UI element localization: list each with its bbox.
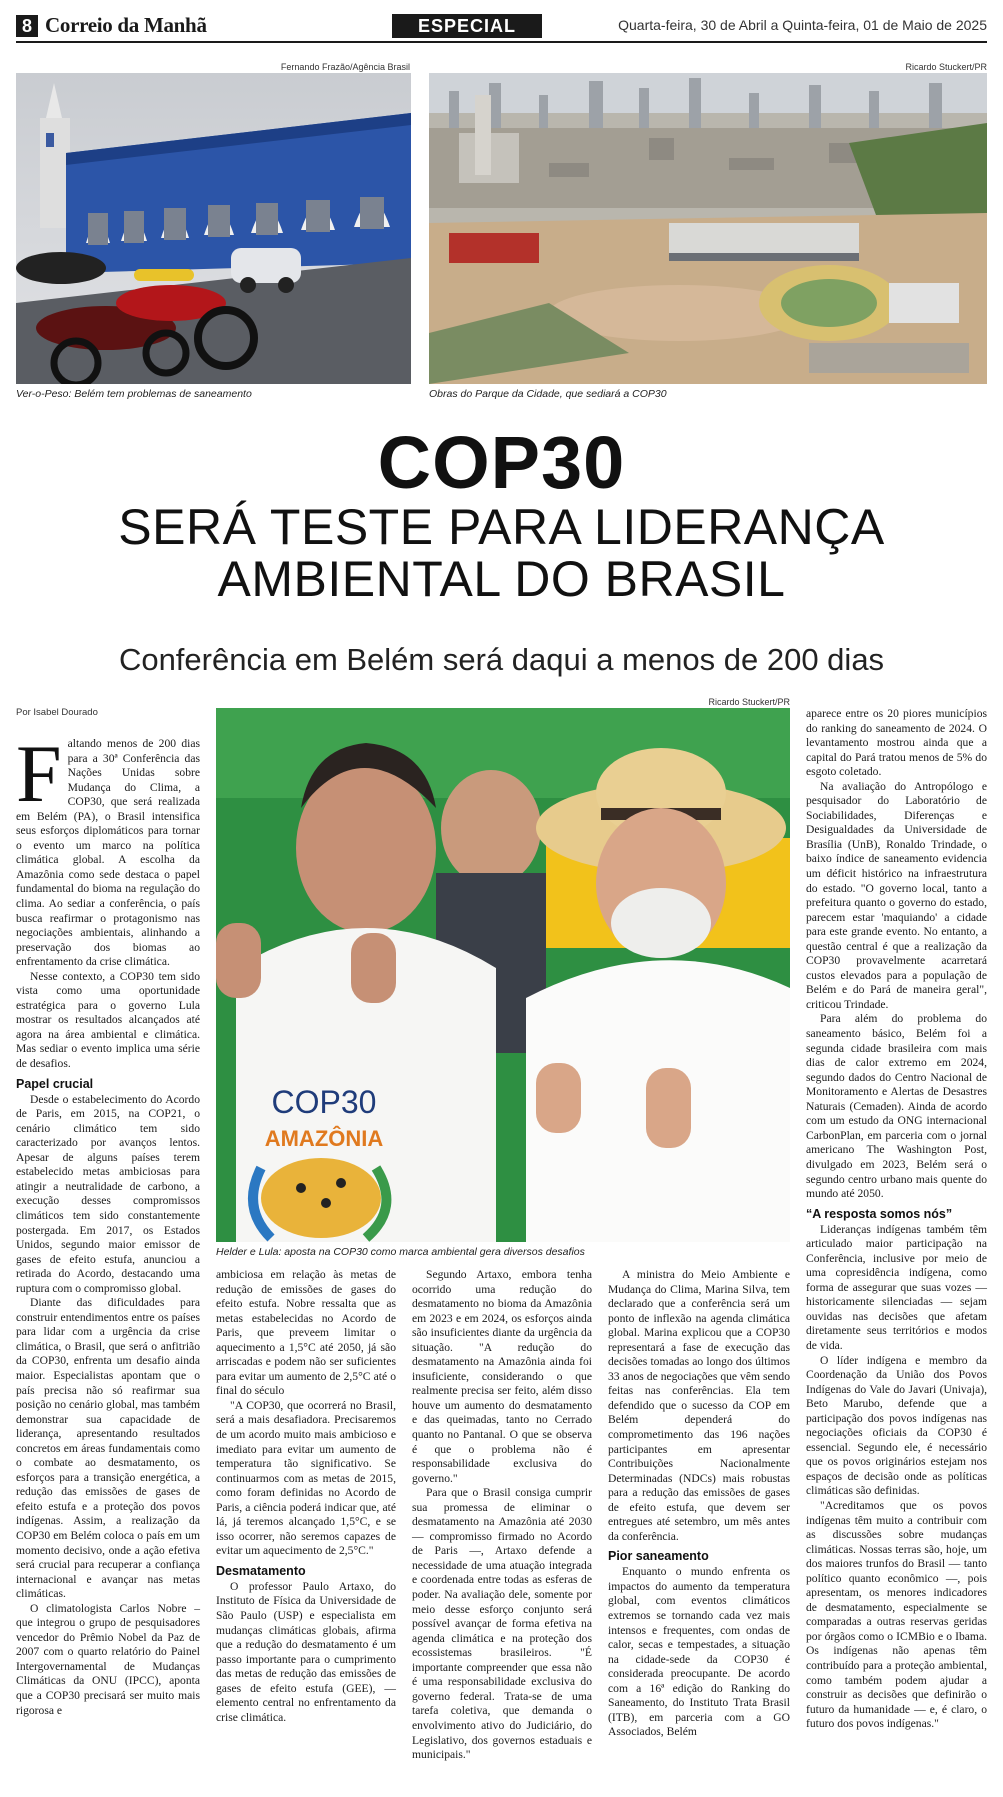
paragraph: Na avaliação do Antropólogo e pesquisador do Laboratório de Sociabilidades, Diferenças e Desigualdades da Universidade de Brasília (UnB), Ronaldo Trindade, o baixo índice de saneamento evidencia um déficit histórico na infraestrutura do estado. "O governo local, tanto a prefeitura quanto o governo do estado, parecem estar 'maquiando' a cidade para este grande evento. No entanto, a questão central é que a realização da COP30 provavelmente acarretará custos elevados para a população de Belém e do Pará de maneira geral", criticou Trindade. [806,779,987,1011]
headline-line-1: SERÁ TESTE PARA LIDERANÇA [118,499,885,555]
paragraph [16,728,200,970]
paragraph-text: altando menos de 200 dias para a 30ª Conferência das Nações Unidas sobre Mudança do Clima, a COP30, que será realizada em Belém (PA), o Brasil intensifica seus esforços diplomáticos para tornar o evento um marco na política climática global. A escolha da Amazônia como sede destaca o papel fundamental do bioma na regulação do clima. Ao sediar a conferência, o país busca reafirmar o protagonismo nas negociações ambientais, alinhando a preservação dos biomas ao enfrentamento da crise climática. [16,737,200,969]
paragraph: O professor Paulo Artaxo, do Instituto de Física da Universidade de São Paulo (USP) e especialista em mudanças climáticas globais, afirma que a redução do desmatamento é um passo importante para o cumprimento das metas de redução das emissões de gases de efeito estufa (GEE), — elemento central no enfrentamento da crise climática. [216,1579,396,1724]
subtitle: Conferência em Belém será daqui a menos de 200 dias [118,642,885,677]
paragraph: "A COP30, que ocorrerá no Brasil, será a mais desafiadora. Precisaremos de um acordo muito mais ambicioso e imediato para evitar um aumento de temperatura tão significativo. Se continuarmos com as metas de 2015, como foram definidas no Acordo de Paris, a ciência poderá indicar que, até lá, já teremos alcançado 1,5°C, e se isso ocorrer, não seremos capazes de evitar um aquecimento de 2,5°C." [216,1398,396,1558]
drop-cap: F [16,728,62,819]
paragraph: ambiciosa em relação às metas de redução de emissões de gases do efeito estufa. Nobre ressalta que as metas estabelecidas no Acordo de Paris, que preveem limitar o aquecimento a 1,5°C até 2050, já são arriscadas e podem não ser suficientes para evitar um aumento de 2,5°C até o final do século [216,1268,396,1398]
paragraph: Enquanto o mundo enfrenta os impactos do aumento da temperatura global, com eventos climáticos extremos se tornando cada vez mais intensos e frequentes, com ondas de calor, secas e tempestades, a situação na cidade-sede da COP30 é considerada preocupante. De acordo com a 16ª edição do Ranking do Saneamento, do Instituto Trata Brasil (ITB), em parceria com a GO Associados, Belém [608,1565,790,1739]
paragraph: aparece entre os 20 piores municípios do ranking do saneamento de 2024. O levantamento mostrou ainda que a capital do Pará tratou menos de 5% do esgoto coletado. [806,707,987,779]
headline-kicker: COP30 [377,421,626,504]
photo-ver-o-peso [16,73,411,384]
article-column-3 [412,1268,592,1763]
paragraph: Para que o Brasil consiga cumprir sua promessa de eliminar o desmatamento na Amazônia até 2030 — compromisso firmado no Acordo de Paris —, Artaxo defende a necessidade de uma atuação integrada e coordenada entre todas as esferas de poder. Na avaliação dele, somente por meio desse esforço conjunto será possível avançar de forma efetiva na agenda climática e na proteção dos ecossistemas brasileiros. "É importante compreender que essa não é uma responsabilidade exclusiva do governo federal. Trata-se de uma tarefa coletiva, que demanda o envolvimento ativo do Judiciário, do Legislativo, dos governos estaduais e municipais." [412,1486,592,1762]
subheading-papel-crucial: Papel crucial [16,1076,94,1091]
newspaper-name: Correio da Manhã [45,13,207,37]
shirt-text-cop30: COP30 [271,1084,377,1120]
paragraph: Nesse contexto, a COP30 tem sido vista como uma oportunidade estratégica para o governo Lula mostrar os resultados alcançados até agora na área ambiental e climática. Mas sediar o evento implica uma série de desafios. [16,969,200,1071]
photo-caption-main: Helder e Lula: aposta na COP30 como marca ambiental gera diversos desafios [216,1246,585,1258]
paragraph: Segundo Artaxo, embora tenha ocorrido uma redução do desmatamento no bioma da Amazônia em 2023 e em 2024, os esforços ainda são insuficientes diante da urgência da situação. "A redução do desmatamento na Amazônia ainda foi insuficiente, considerando o que realmente precisa ser feito, além disso houve um aumento do desmatamento e das queimadas, tanto no Cerrado quanto no Pantanal. O que se observa é que o problema não é responsabilidade exclusiva do governo." [412,1268,592,1485]
photo-credit-main: Ricardo Stuckert/PR [708,697,790,707]
subheading-pior-saneamento: Pior saneamento [608,1549,709,1564]
article-column-5 [806,707,987,1732]
paragraph: A ministra do Meio Ambiente e Mudança do Clima, Marina Silva, tem declarado que a conferência será um ponto de inflexão na agenda climática global. Marina explicou que a COP30 representará a fase de execução das decisões tomadas ao longo dos últimos 33 anos de negociações que vêm sendo feitas nas conferências. Ela tem defendido que o sucesso da COP em Belém dependerá do comprometimento das 196 nações participantes em apresentar Contribuições Nacionalmente Determinadas (NDCs) mais robustas para a redução das emissões de gases de efeito estufa, que devem ser entregues até setembro, um mês antes da conferência. [608,1268,790,1543]
paragraph: "Acreditamos que os povos indígenas têm muito a contribuir com as discussões sobre mudanças climáticas. Nossas terras são, hoje, um dos maiores trunfos do Brasil — tanto político quanto econômico —, pois apresentam, os menores indicadores de desmatamento, especialmente se comparadas a outras reservas geridas por órgãos como o ICMBio e o Ibama. Os indígenas não apenas têm contribuído para a proteção ambiental, como também podem ajudar a construir as decisões que definirão o futuro da humanidade — e, é claro, o futuro dos povos indígenas." [806,1498,987,1731]
photo-caption-left: Ver-o-Peso: Belém tem problemas de saneamento [16,388,252,400]
paragraph: Diante das dificuldades para construir entendimentos entre os países para lidar com a urgência da crise climática, o Brasil, que será o anfitrião da COP30, enfrenta um desafio ainda maior. Especialistas apontam que o país precisa não só reafirmar sua posição no cenário global, mas também demonstrar sua capacidade de liderança, apresentando resultados concretos em áreas fundamentais como o combate ao desmatamento, os esforços para a transição energética, a redução das emissões de gases de efeito estufa e a proteção dos povos indígenas. Assim, a realização da COP30 em Belém coloca o país em um momento decisivo, onde a ação efetiva será crucial para recuperar a confiança internacional e avançar nas metas climáticas. [16,1296,200,1601]
page-number: 8 [16,15,38,37]
section-label: ESPECIAL [392,14,542,38]
photo-parque-da-cidade [429,73,987,384]
article-column-4 [608,1268,790,1740]
issue-date: Quarta-feira, 30 de Abril a Quinta-feira, 01 de Maio de 2025 [618,17,987,33]
photo-caption-right: Obras do Parque da Cidade, que sediará a COP30 [429,388,667,400]
paragraph: Lideranças indígenas também têm articulado maior participação na Conferência, inclusive por meio de uma copresidência indígena, como forma de assegurar que suas vozes — historicamente silenciadas — sejam ouvidas nas decisões que afetam diretamente seus territórios e modos de vida. [806,1222,987,1352]
shirt-text-amazonia: AMAZÔNIA [264,1126,384,1151]
paragraph: Desde o estabelecimento do Acordo de Paris, em 2015, na COP21, o cenário climático tem sido caracterizado por avanços lentos. Apesar de alguns países terem estabelecido metas ambiciosas para atingir a neutralidade de carbono, a execução desses compromissos climáticos tem sido constantemente postergada. Em 2017, os Estados Unidos, segundo maior emissor de gases de efeito estufa, anunciou a retirada do Acordo, destacando uma ruptura com o compromisso global. [16,1092,200,1295]
photo-helder-lula [216,708,790,1242]
paragraph: Para além do problema do saneamento básico, Belém foi a segunda cidade brasileira com mais dias de calor extremo em 2024, segundo dados do Centro Nacional de Monitoramento e Alertas de Desastres Naturais (Cemaden). Ainda de acordo com um estudo da ONG internacional CarbonPlan, em parceria com o jornal americano The Washington Post, divulgado em 2023, Belém será o segundo centro urbano mais quente do mundo até 2050. [806,1012,987,1201]
header-rule [16,41,987,43]
article-column-2 [216,1268,396,1725]
paragraph: O climatologista Carlos Nobre – que integrou o grupo de pesquisadores vencedor do Prêmio Nobel da Paz de 2007 com o quarto relatório do Painel Intergovernamental de Mudanças Climáticas da ONU (IPCC), aponta que a COP30 precisará ser muito mais rigorosa e [16,1601,200,1717]
byline: Por Isabel Dourado [16,707,98,718]
paragraph: O líder indígena e membro da Coordenação da União dos Povos Indígenas do Vale do Javari (Univaja), Beto Marubo, defende que a participação dos povos indígenas nas negociações oficiais da COP30 é essencial. Segundo ele, é necessário que os povos originários estejam nos espaços de decisão onde as políticas climáticas são definidas. [806,1353,987,1498]
article-column-1 [16,728,200,1718]
photo-credit-left: Fernando Frazão/Agência Brasil [280,62,410,72]
subheading-desmatamento: Desmatamento [216,1563,306,1578]
photo-credit-right: Ricardo Stuckert/PR [905,62,987,72]
headline-line-2: AMBIENTAL DO BRASIL [217,551,786,607]
subheading-a-resposta-somos-nos: “A resposta somos nós” [806,1206,953,1221]
